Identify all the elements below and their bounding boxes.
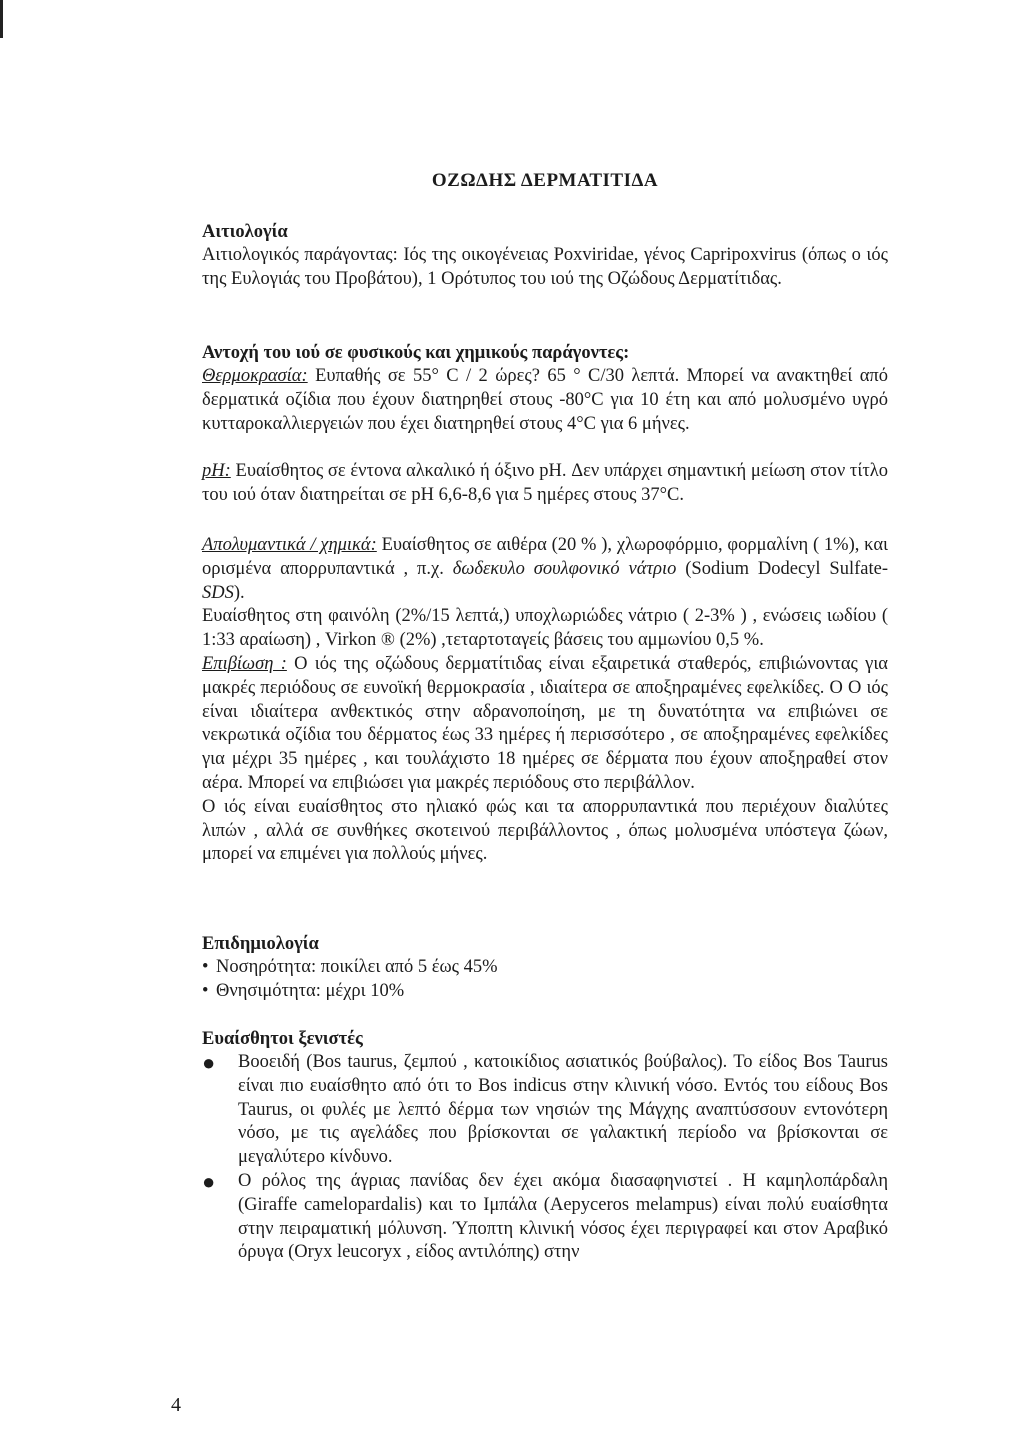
page-number: 4: [171, 1394, 181, 1416]
ph-paragraph: [202, 460, 888, 508]
ph-section: [202, 460, 888, 508]
list-item: [202, 1051, 888, 1170]
scan-edge-mark: [0, 0, 3, 38]
temperature-label: Θερμοκρασία:: [202, 366, 308, 386]
resistance-section: [202, 341, 888, 436]
list-item: • Νοσηρότητα: ποικίλει από 5 έως 45%: [202, 956, 888, 980]
list-item: • Θνησιμότητα: μέχρι 10%: [202, 980, 888, 1004]
host-item-text: Βοοειδή (Bos taurus, ζεμπού , κατοικίδιος ασιατικός βούβαλος). Το είδος Bos Taurus είναι πιο ευαίσθητο από ότι το Bos indicus στην κλινική νόσο. Εντός του είδους Bos Taurus, οι φυλές με λεπτό δέρμα των νησιών της Μάγχης αναπτύσσουν εντονότερη νόσο, με τις αγελάδες που βρίσκονται σε γαλακτική περίοδο να βρίσκονται σε μεγαλύτερο κίνδυνο.: [238, 1052, 888, 1168]
aetiology-heading: Αιτιολογία: [202, 222, 288, 242]
chemicals-italic-name: δωδεκυλο σουλφονικό νάτριο: [452, 558, 677, 579]
chemicals-section: [202, 534, 888, 867]
epidemiology-heading: Επιδημιολογία: [202, 934, 319, 954]
chemicals-paragraph: [202, 534, 888, 605]
list-item: [202, 1170, 888, 1265]
aetiology-section: [202, 220, 888, 292]
ph-label: pH:: [202, 461, 231, 481]
chemicals-sds: SDS: [202, 582, 234, 603]
chemicals-paragraph-2: Ευαίσθητος στη φαινόλη (2%/15 λεπτά,) υποχλωριώδες νάτριο ( 2-3% ) , ενώσεις ιωδίου ( 1:33 αραίωση) , Virkon ® (2%) ,τεταρτοταγείς βάσεις του αμμωνίου 0,5 %.: [202, 606, 888, 651]
survival-paragraph: [202, 653, 888, 796]
survival-text: Ο ιός της οζώδους δερματίτιδας είναι εξαιρετικά σταθερός, επιβιώνοντας για μακρές περιόδους σε ευνοϊκή θερμοκρασία , ιδιαίτερα σε αποξηραμένες εφελκίδες. Ο Ο ιός είναι ιδιαίτερα ανθεκτικός στην αδρανοποίηση, με τη δυνατότητα να επιβιώνει σε νεκρωτικά οζίδια του δέρματος έως 33 ημέρες ή περισσότερο , σε αποξηραμένες εφελκίδες για μέχρι 35 ημέρες , και τουλάχιστο 18 ημέρες σε δέρματα που έχουν αποξηραθεί στον αέρα. Μπορεί να επιβιώσει για μακρές περιόδους στο περιβάλλον.: [202, 653, 888, 793]
ph-text: Ευαίσθητος σε έντονα αλκαλικό ή όξινο pH. Δεν υπάρχει σημαντική μείωση στον τίτλο του ιού όταν διατηρείται σε pH 6,6-8,6 για 5 ημέρες στους 37°C.: [202, 461, 888, 505]
sunlight-paragraph: Ο ιός είναι ευαίσθητος στο ηλιακό φώς και τα απορρυπαντικά που περιέχουν διαλύτες λιπών , αλλά σε συνθήκες σκοτεινού περιβάλλοντος , όπως μολυσμένα υπόστεγα ζώων, μπορεί να επιμένει για πολλούς μήνες.: [202, 796, 888, 865]
hosts-heading: Ευαίσθητοι ξενιστές: [202, 1029, 363, 1049]
hosts-list: [202, 1051, 888, 1265]
bullet-icon: ●: [202, 1168, 216, 1194]
page-title: ΟΖΩΔΗΣ ΔΕΡΜΑΤΙΤΙΔΑ: [431, 170, 659, 191]
aetiology-text: Αιτιολογικός παράγοντας: Ιός της οικογένειας Poxviridae, γένος Capripoxvirus (όπως ο ιός της Ευλογιάς του Προβάτου), 1 Ορότυπος του ιού της Οζώδους Δερματίτιδας.: [202, 245, 888, 289]
epidemiology-list: [202, 956, 888, 1004]
chemicals-text-2: (Sodium Dodecyl Sulfate-: [676, 558, 888, 579]
bullet-icon: ●: [202, 1050, 216, 1075]
hosts-section: [202, 1027, 888, 1265]
temperature-text: Ευπαθής σε 55° C / 2 ώρες? 65 ° C/30 λεπτά. Μπορεί να ανακτηθεί από δερματικά οζίδια που έχουν διατηρηθεί στους -80°C για 10 έτη και από μολυσμένο υγρό κυτταροκαλλιεργειών που έχει διατηρηθεί στους 4°C για 6 μήνες.: [202, 366, 888, 434]
chemicals-label: Απολυμαντικά / χημικά:: [202, 535, 377, 555]
chemicals-text-3: ).: [233, 582, 245, 603]
survival-label: Επιβίωση :: [202, 653, 287, 674]
resistance-heading: Αντοχή του ιού σε φυσικούς και χημικούς παράγοντες:: [202, 343, 630, 363]
chemicals-text-1: Ευαίσθητος σε αιθέρα (20 % ), χλωροφόρμιο, φορμαλίνη ( 1%), και ορισμένα απορρυπαντικά , π.χ.: [202, 535, 888, 579]
host-item-text: Ο ρόλος της άγριας πανίδας δεν έχει ακόμα διασαφηνιστεί . Η καμηλοπάρδαλη (Giraffe camelopardalis) και το Ιμπάλα (Aepyceros melampus) είναι πολύ ευαίσθητα στην πειραματική μόλυνση. Ύποπτη κλινική νόσος έχει περιγραφεί και στον Αραβικό όρυγα (Oryx leucoryx , είδος αντιλόπης) στην: [238, 1170, 888, 1263]
epidemiology-section: [202, 932, 888, 1004]
temperature-paragraph: [202, 365, 888, 436]
